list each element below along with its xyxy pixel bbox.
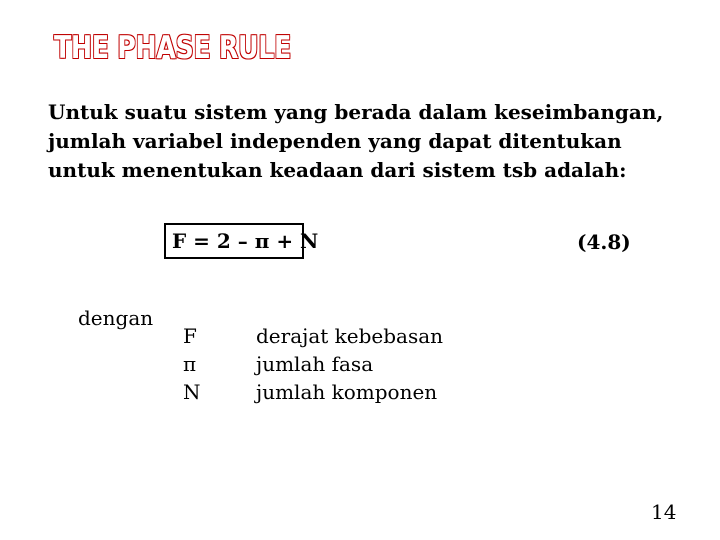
- intro-line: Untuk suatu sistem yang berada dalam keseimbangan,: [48, 100, 664, 124]
- symbol-pi: π: [183, 352, 197, 376]
- symbol-n: N: [183, 380, 201, 404]
- intro-line: jumlah variabel independen yang dapat ditentukan: [48, 129, 622, 153]
- meaning-degrees-of-freedom: derajat kebebasan: [256, 324, 444, 348]
- definition-meanings: [256, 322, 443, 406]
- meaning-number-of-phases: jumlah fasa: [256, 352, 374, 376]
- equation-number: (4.8): [577, 230, 631, 254]
- page-number: 14: [651, 500, 677, 524]
- definitions-label: dengan: [78, 306, 154, 330]
- meaning-number-of-components: jumlah komponen: [256, 380, 438, 404]
- intro-paragraph: [48, 98, 688, 185]
- phase-rule-formula: F = 2 – π + N: [164, 223, 304, 259]
- symbol-f: F: [183, 324, 197, 348]
- intro-line: untuk menentukan keadaan dari sistem tsb adalah:: [48, 158, 627, 182]
- slide-title: THE PHASE RULE: [54, 30, 291, 66]
- definition-symbols: [183, 322, 201, 406]
